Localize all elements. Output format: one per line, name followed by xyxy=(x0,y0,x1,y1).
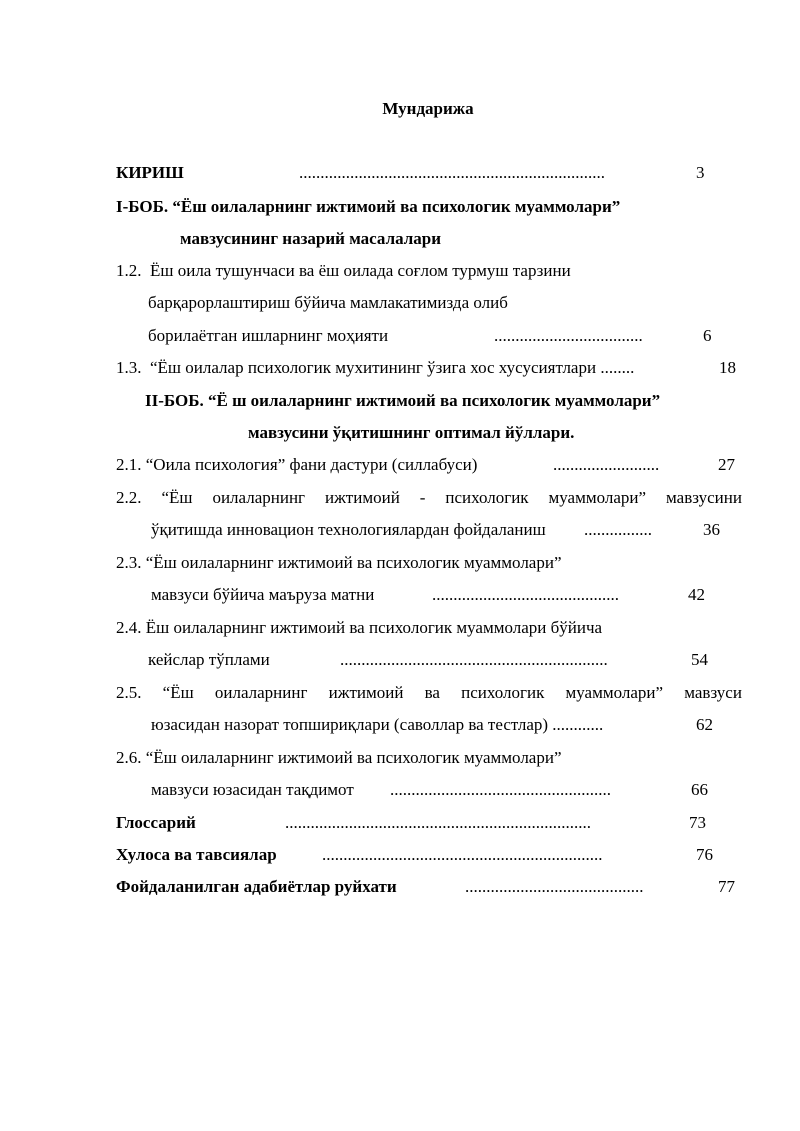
toc-conclusion-leader: .................................................................. xyxy=(322,845,603,864)
toc-word: муаммолари” xyxy=(548,488,647,507)
toc-word: муаммолари” xyxy=(565,683,664,702)
toc-section-2-1-leader: ......................... xyxy=(553,455,660,474)
toc-glossary-label: Глоссарий xyxy=(116,813,196,832)
toc-section-1-2-page: 6 xyxy=(703,326,712,345)
toc-references-leader: .......................................... xyxy=(465,877,644,896)
toc-section-2-2-line1 xyxy=(116,487,742,509)
toc-section-2-4-page: 54 xyxy=(691,650,708,669)
toc-word: психологик xyxy=(461,683,545,702)
toc-section-2-1-page: 27 xyxy=(718,455,735,474)
toc-word: 2.5. xyxy=(116,683,142,702)
toc-section-1-2-line1: 1.2. Ёш оила тушунчаси ва ёш оилада соғлом турмуш тарзини xyxy=(116,261,571,280)
toc-intro-label: КИРИШ xyxy=(116,163,184,182)
toc-section-2-4-line2: кейслар тўплами xyxy=(148,650,270,669)
toc-section-2-5-line2: юзасидан назорат топшириқлари (саволлар ва тестлар) ............ xyxy=(151,715,604,734)
toc-word: мавзуси xyxy=(684,683,742,702)
toc-glossary-page: 73 xyxy=(689,813,706,832)
toc-section-2-3-line2: мавзуси бўйича маъруза матни xyxy=(151,585,375,604)
toc-word: ижтимоий xyxy=(328,683,404,702)
toc-glossary-leader: ........................................................................ xyxy=(285,813,591,832)
toc-section-2-3-line1: 2.3. “Ёш оилаларнинг ижтимоий ва психологик муаммолари” xyxy=(116,553,562,572)
toc-references-page: 77 xyxy=(718,877,735,896)
toc-word: 2.2. xyxy=(116,488,142,507)
toc-section-1-3-text: 1.3. “Ёш оилалар психологик мухитининг ўзига хос хусусиятлари ........ xyxy=(116,358,635,377)
toc-section-2-3-page: 42 xyxy=(688,585,705,604)
toc-references-label: Фойдаланилган адабиётлар руйхати xyxy=(116,877,397,896)
toc-section-2-6-leader: .................................................... xyxy=(390,780,611,799)
toc-chapter1-subtitle: мавзусининг назарий масалалари xyxy=(180,229,442,248)
toc-section-2-6-page: 66 xyxy=(691,780,708,799)
toc-section-2-2-page: 36 xyxy=(703,520,720,539)
toc-word: “Ёш xyxy=(161,488,193,507)
toc-section-2-3-leader: ............................................ xyxy=(432,585,619,604)
toc-conclusion-label: Хулоса ва тавсиялар xyxy=(116,845,277,864)
toc-section-1-3-page: 18 xyxy=(719,358,736,377)
toc-section-2-6-line2: мавзуси юзасидан тақдимот xyxy=(151,780,354,799)
toc-chapter1-title: I-БОБ. “Ёш оилаларнинг ижтимоий ва психологик муаммолари” xyxy=(116,197,621,216)
toc-word: психологик xyxy=(445,488,529,507)
toc-section-2-2-leader: ................ xyxy=(584,520,652,539)
toc-conclusion-page: 76 xyxy=(696,845,713,864)
toc-section-2-4-line1: 2.4. Ёш оилаларнинг ижтимоий ва психологик муаммолари бўйича xyxy=(116,618,603,637)
toc-section-2-6-line1: 2.6. “Ёш оилаларнинг ижтимоий ва психологик муаммолари” xyxy=(116,748,562,767)
toc-word: ижтимоий xyxy=(324,488,400,507)
toc-word: - xyxy=(419,488,426,507)
toc-section-1-2-leader: ................................... xyxy=(494,326,643,345)
toc-word: оилаларнинг xyxy=(214,683,308,702)
toc-word: оилаларнинг xyxy=(212,488,306,507)
toc-section-2-4-leader: ............................................................... xyxy=(340,650,608,669)
page-title: Мундарижа xyxy=(382,99,474,118)
toc-section-2-1-text: 2.1. “Оила психология” фани дастури (силлабуси) xyxy=(116,455,478,474)
toc-section-2-2-line2: ўқитишда инновацион технологиялардан фойдаланиш xyxy=(151,520,546,539)
toc-section-2-5-line1 xyxy=(116,682,742,704)
toc-word: “Ёш xyxy=(162,683,194,702)
toc-intro-leader: ........................................................................ xyxy=(299,163,605,182)
toc-chapter2-subtitle: мавзусини ўқитишнинг оптимал йўллари. xyxy=(248,423,575,442)
toc-word: ва xyxy=(424,683,440,702)
toc-section-2-5-page: 62 xyxy=(696,715,713,734)
toc-intro-page: 3 xyxy=(696,163,705,182)
toc-chapter2-title: II-БОБ. “Ё ш оилаларнинг ижтимоий ва психологик муаммолари” xyxy=(145,391,661,410)
toc-section-1-2-line2: барқарорлаштириш бўйича мамлакатимизда олиб xyxy=(148,293,508,312)
toc-word: мавзусини xyxy=(666,488,742,507)
toc-section-1-2-line3: борилаётган ишларнинг моҳияти xyxy=(148,326,389,345)
